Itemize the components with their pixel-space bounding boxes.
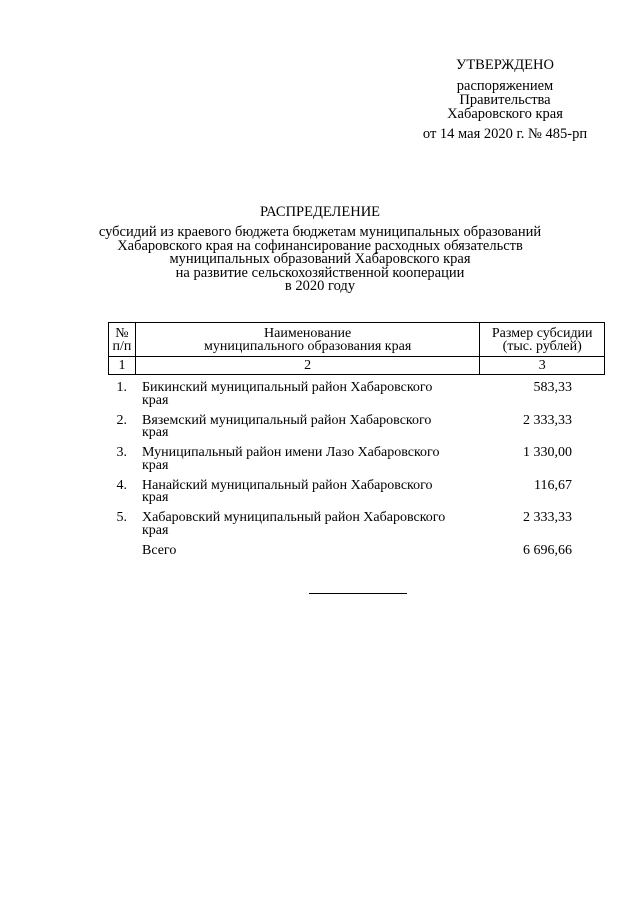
row-amount: 116,67 — [534, 477, 572, 493]
header-amount-line2: (тыс. рублей) — [502, 338, 582, 354]
subtitle-line: в 2020 году — [284, 278, 356, 295]
total-label: Всего — [142, 542, 177, 558]
row-amount: 2 333,33 — [523, 412, 572, 428]
header-number-line2: п/п — [112, 338, 132, 354]
table-body — [108, 382, 605, 565]
approval-line-1: распоряжением — [456, 78, 554, 94]
row-name — [142, 412, 480, 440]
column-number-row — [109, 357, 605, 375]
row-number: 5. — [116, 510, 127, 525]
row-number: 3. — [116, 445, 127, 460]
header-number-line1: № — [115, 325, 129, 341]
table-header-row — [109, 323, 605, 357]
subtitle-line: на развитие сельскохозяйственной кооперации — [175, 264, 465, 281]
end-divider — [309, 593, 407, 594]
subtitle-line: муниципальных образований Хабаровского края — [169, 251, 471, 268]
approval-line-2: Правительства — [459, 92, 551, 108]
row-name-line1: Нанайский муниципальный район Хабаровского — [142, 477, 433, 493]
row-name-line1: Хабаровский муниципальный район Хабаровского — [142, 510, 446, 525]
row-name-line1: Бикинский муниципальный район Хабаровского — [142, 380, 433, 395]
header-number — [109, 323, 136, 357]
approval-title: УТВЕРЖДЕНО — [456, 57, 554, 73]
table-row — [108, 447, 605, 480]
table-row — [108, 477, 605, 513]
row-number: 2. — [116, 412, 127, 428]
approval-date: от 14 мая 2020 г. № 485-рп — [422, 126, 588, 142]
distribution-table-header — [108, 322, 605, 375]
header-name-line2: муниципального образования края — [204, 338, 412, 354]
total-row — [108, 542, 605, 565]
total-amount: 6 696,66 — [523, 542, 572, 558]
header-name — [135, 323, 479, 357]
header-amount-line1: Размер субсидии — [491, 325, 593, 341]
row-name-line2: края — [142, 522, 169, 538]
column-number: 1 — [109, 357, 136, 375]
row-amount: 583,33 — [533, 380, 572, 395]
row-name — [142, 382, 480, 407]
row-amount: 2 333,33 — [523, 510, 572, 525]
table-row — [108, 412, 605, 448]
row-name — [142, 477, 480, 505]
approval-line-3: Хабаровского края — [447, 106, 563, 122]
row-name — [142, 512, 480, 537]
header-name-line1: Наименование — [264, 325, 352, 341]
row-name — [142, 447, 480, 472]
row-amount: 1 330,00 — [523, 445, 572, 460]
subtitle-line: Хабаровского края на софинансирование расходных обязательств — [117, 237, 523, 254]
document-title: РАСПРЕДЕЛЕНИЕ — [259, 204, 381, 220]
table-row — [108, 512, 605, 545]
row-name-line2: края — [142, 425, 169, 440]
row-name-line2: края — [142, 490, 169, 505]
approval-block — [400, 58, 610, 141]
row-name-line2: края — [142, 392, 169, 408]
table-row — [108, 382, 605, 415]
column-number: 2 — [135, 357, 479, 375]
row-number: 1. — [116, 380, 127, 395]
subtitle-line: субсидий из краевого бюджета бюджетам муниципальных образований — [98, 224, 542, 240]
row-number: 4. — [116, 477, 127, 493]
column-number: 3 — [480, 357, 605, 375]
row-name-line1: Муниципальный район имени Лазо Хабаровского — [142, 445, 440, 460]
row-name-line1: Вяземский муниципальный район Хабаровского — [142, 412, 432, 428]
row-name-line2: края — [142, 457, 169, 473]
document-subtitle — [90, 226, 550, 294]
header-amount — [480, 323, 605, 357]
